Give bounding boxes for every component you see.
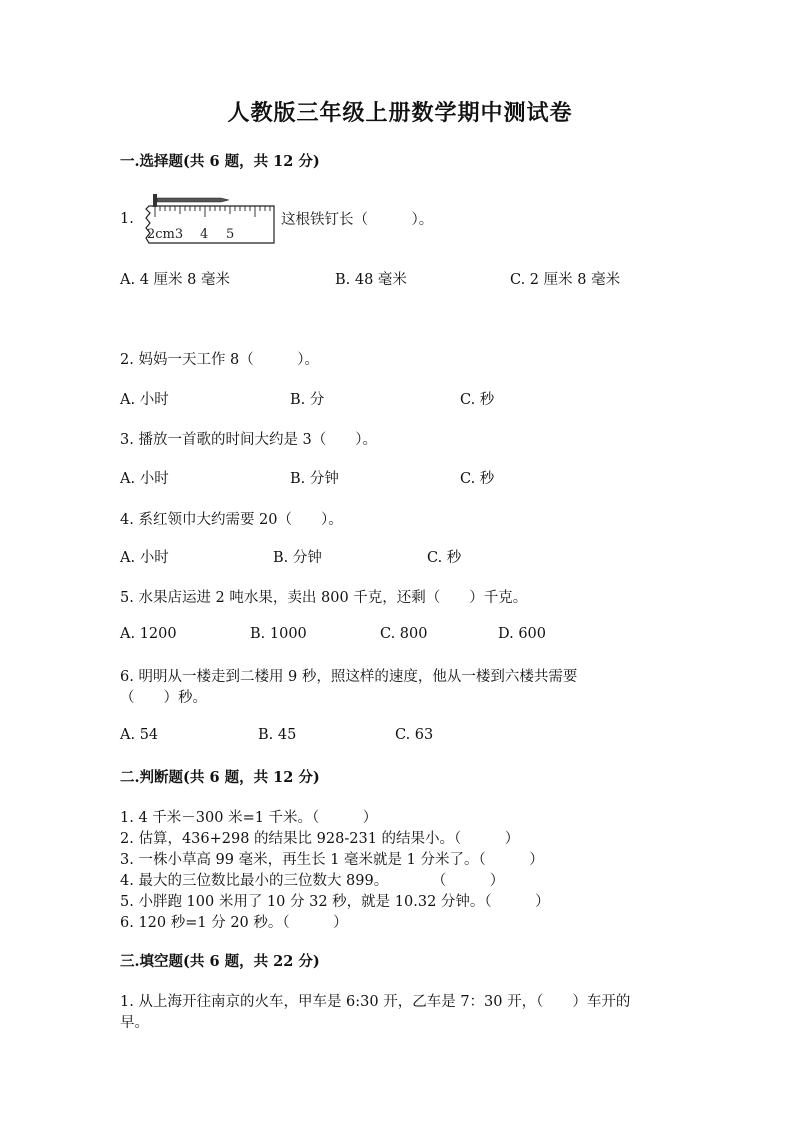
q3-text: 3. 播放一首歌的时间大约是 3（ ）。 — [120, 432, 378, 448]
q5-text: 5. 水果店运进 2 吨水果，卖出 800 千克，还剩（ ）千克。 — [120, 590, 528, 606]
q1-option-b[interactable]: B. 48 毫米 — [335, 272, 407, 288]
q3-option-a[interactable]: A. 小时 — [120, 471, 169, 487]
q1-number: 1. — [120, 211, 134, 227]
q6-option-a[interactable]: A. 54 — [120, 727, 159, 743]
q6-text-line1: 6. 明明从一楼走到二楼用 9 秒，照这样的速度，他从一楼到六楼共需要 — [120, 669, 578, 685]
q4-option-a[interactable]: A. 小时 — [120, 550, 169, 566]
ruler-label-4: 4 — [200, 227, 209, 242]
judge-item-2: 2. 估算，436+298 的结果比 928-231 的结果小。（ ） — [120, 831, 520, 847]
ruler-label-2cm3: 2cm3 — [147, 227, 184, 242]
section-2-heading: 二.判断题(共 6 题，共 12 分) — [120, 769, 320, 786]
judge-item-1: 1. 4 千米－300 米=1 千米。（ ） — [120, 810, 378, 826]
page-title: 人教版三年级上册数学期中测试卷 — [227, 100, 573, 126]
q5-option-c[interactable]: C. 800 — [380, 626, 428, 642]
q1-option-c[interactable]: C. 2 厘米 8 毫米 — [510, 272, 621, 288]
section-3-heading: 三.填空题(共 6 题，共 22 分) — [120, 953, 320, 970]
q1-text: 这根铁钉长（ ）。 — [281, 212, 434, 228]
q2-option-c[interactable]: C. 秒 — [460, 392, 495, 408]
q3-option-b[interactable]: B. 分钟 — [290, 471, 339, 487]
q1-option-a[interactable]: A. 4 厘米 8 毫米 — [120, 272, 230, 288]
q4-option-b[interactable]: B. 分钟 — [273, 550, 322, 566]
q5-option-d[interactable]: D. 600 — [498, 626, 547, 642]
fill-q1-line1: 1. 从上海开往南京的火车，甲车是 6:30 开，乙车是 7：30 开，（ ）车开的 — [120, 994, 631, 1010]
fill-q1-line2: 早。 — [120, 1015, 149, 1031]
nail-ruler-figure — [141, 188, 277, 248]
q2-text: 2. 妈妈一天工作 8（ ）。 — [120, 352, 320, 368]
q5-option-b[interactable]: B. 1000 — [250, 626, 307, 642]
section-1-heading: 一.选择题(共 6 题，共 12 分) — [120, 153, 320, 170]
q2-option-a[interactable]: A. 小时 — [120, 392, 169, 408]
judge-item-6: 6. 120 秒=1 分 20 秒。（ ） — [120, 915, 348, 931]
ruler-label-5: 5 — [226, 227, 235, 242]
judge-item-5: 5. 小胖跑 100 米用了 10 分 32 秒，就是 10.32 分钟。（ ） — [120, 894, 550, 910]
nail-icon — [153, 194, 229, 207]
q6-option-b[interactable]: B. 45 — [258, 727, 297, 743]
q6-option-c[interactable]: C. 63 — [395, 727, 434, 743]
q4-text: 4. 系红领巾大约需要 20（ ）。 — [120, 512, 343, 528]
judge-item-3: 3. 一株小草高 99 毫米，再生长 1 毫米就是 1 分米了。（ ） — [120, 852, 544, 868]
q6-text-line2: （ ）秒。 — [120, 690, 207, 706]
q5-option-a[interactable]: A. 1200 — [120, 626, 177, 642]
judge-item-4: 4. 最大的三位数比最小的三位数大 899。 （ ） — [120, 873, 505, 889]
q3-option-c[interactable]: C. 秒 — [460, 471, 495, 487]
q2-option-b[interactable]: B. 分 — [290, 392, 325, 408]
q4-option-c[interactable]: C. 秒 — [427, 550, 462, 566]
